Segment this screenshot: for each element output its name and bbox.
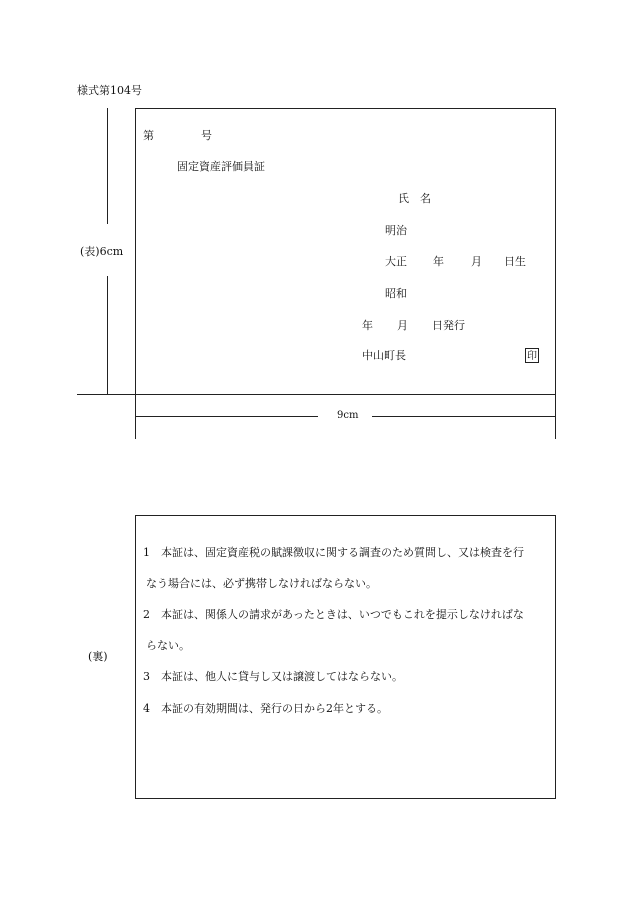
era-meiji: 明治 xyxy=(385,224,407,237)
era-showa: 昭和 xyxy=(385,287,407,300)
back-line-5: 3 本証は、他人に貸与し又は譲渡してはならない。 xyxy=(143,670,403,683)
card-title: 固定資産評価員証 xyxy=(177,160,265,173)
back-line-3: 2 本証は、関係人の請求があったときは、いつでもこれを提示しなければな xyxy=(143,608,524,621)
height-dimension-line-top xyxy=(107,108,108,224)
width-label: 9cm xyxy=(337,410,359,421)
back-line-1: 1 本証は、固定資産税の賦課徴収に関する調査のため質問し、又は検査を行 xyxy=(143,546,524,559)
issue-month-label: 月 xyxy=(397,319,408,332)
form-number: 様式第104号 xyxy=(77,84,142,97)
card-bottom-border xyxy=(77,394,556,395)
birth-year-label: 年 xyxy=(433,255,444,268)
back-side-label: (裏) xyxy=(88,650,108,663)
birth-month-label: 月 xyxy=(471,255,482,268)
number-suffix: 号 xyxy=(201,129,212,142)
card-left-border xyxy=(135,108,136,439)
issue-year-label: 年 xyxy=(362,319,373,332)
back-line-4: らない。 xyxy=(146,639,190,652)
width-dimension-line-right xyxy=(372,416,555,417)
issue-day-label: 日発行 xyxy=(432,319,465,332)
card-top-border xyxy=(135,108,556,109)
width-dimension-line-left xyxy=(136,416,318,417)
back-line-2: なう場合には、必ず携帯しなければならない。 xyxy=(146,577,377,590)
birth-day-label: 日生 xyxy=(504,255,526,268)
back-line-6: 4 本証の有効期間は、発行の日から2年とする。 xyxy=(143,702,388,715)
height-dimension-line-bottom xyxy=(107,276,108,394)
card-right-border xyxy=(555,108,556,439)
era-taisho: 大正 xyxy=(385,255,407,268)
front-side-label: (表)6cm xyxy=(80,245,124,258)
seal-stamp: 印 xyxy=(525,348,539,363)
issuer-label: 中山町長 xyxy=(362,349,406,362)
number-prefix: 第 xyxy=(143,129,154,142)
name-label: 氏 名 xyxy=(398,192,431,205)
